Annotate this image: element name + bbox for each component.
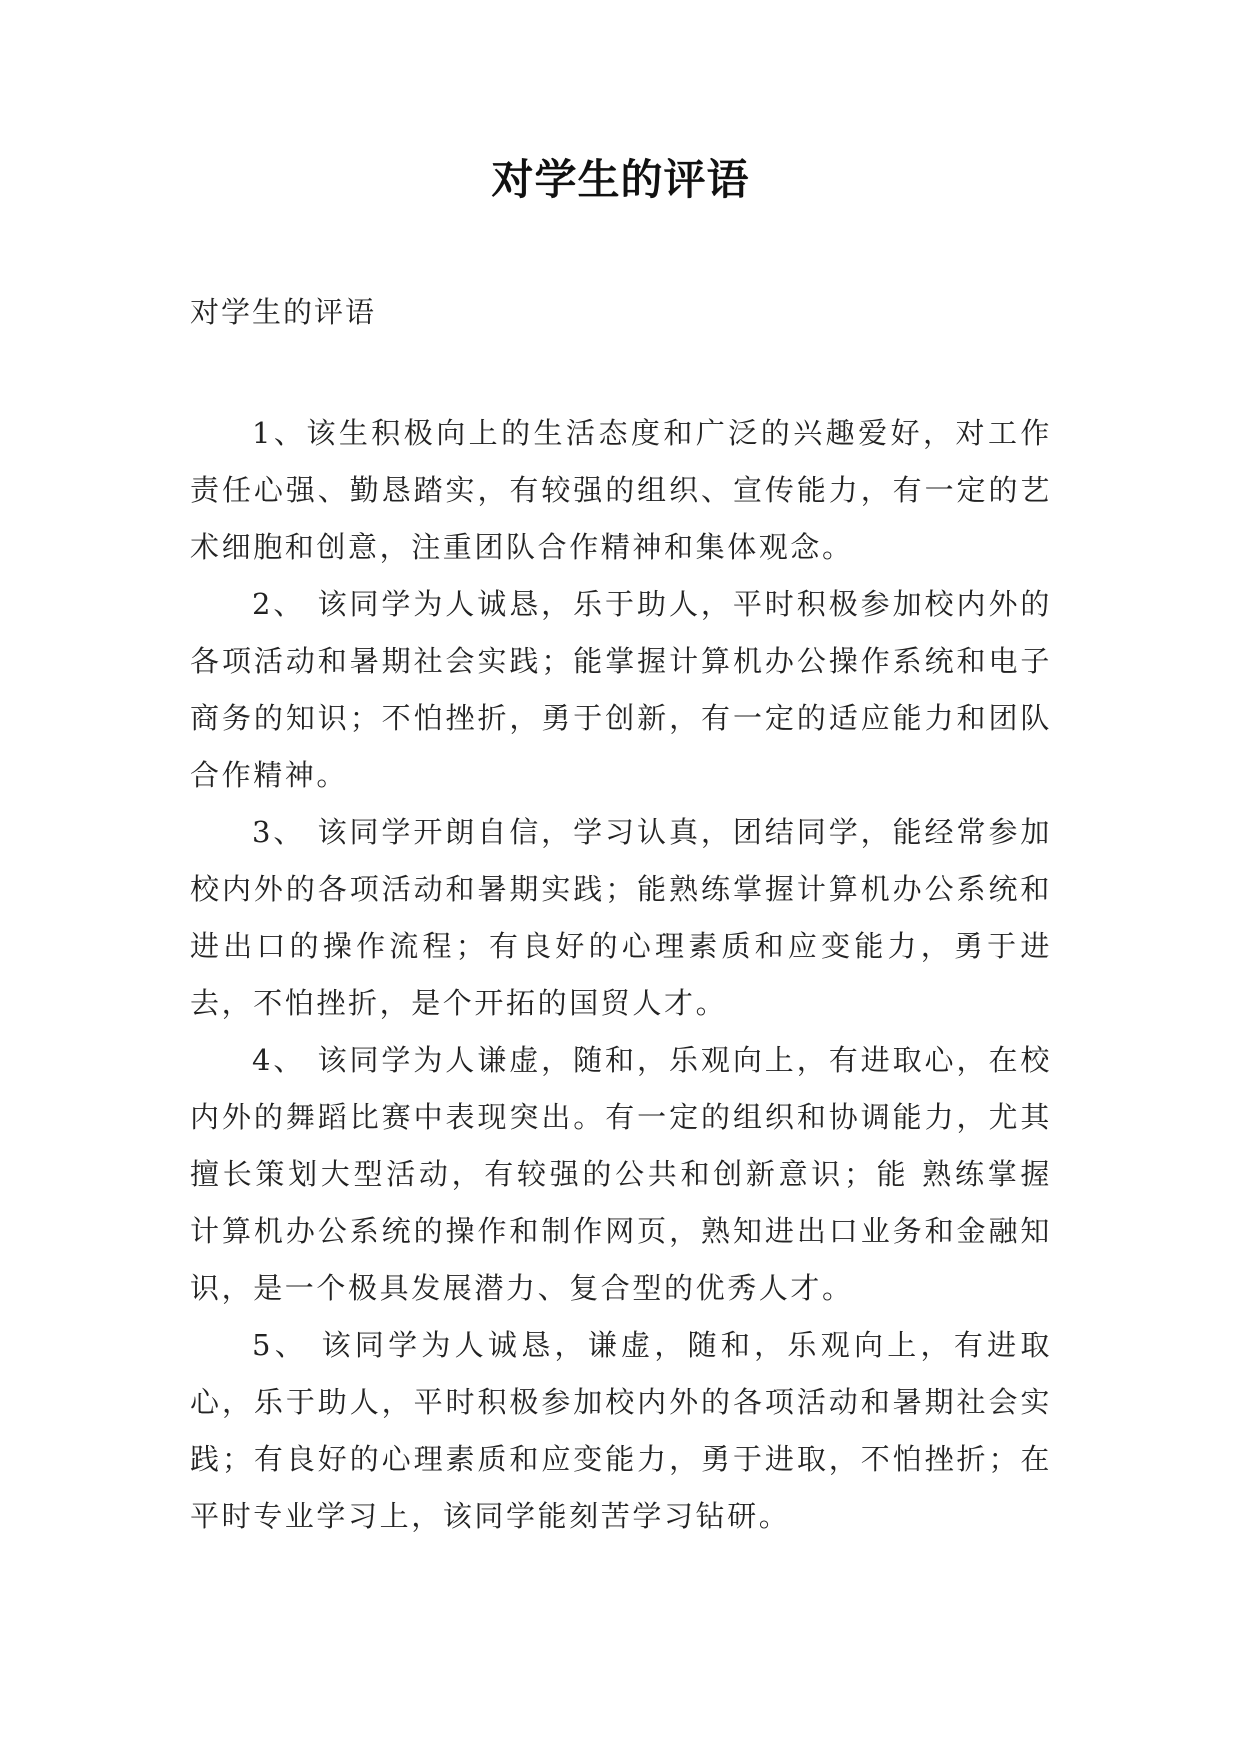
document-subtitle: 对学生的评语 <box>190 295 377 329</box>
comment-paragraph-5: 5、 该同学为人诚恳，谦虚，随和，乐观向上，有进取心，乐于助人，平时积极参加校内外的各项活动和暑期社会实践；有良好的心理素质和应变能力，勇于进取，不怕挫折；在平时专业学习上，该同学能刻苦学习钻研。 <box>190 1328 1052 1533</box>
comment-paragraph-4: 4、 该同学为人谦虚，随和，乐观向上，有进取心，在校内外的舞蹈比赛中表现突出。有一定的组织和协调能力，尤其擅长策划大型活动，有较强的公共和创新意识；能 熟练掌握计算机办公系统的操作和制作网页，熟知进出口业务和金融知识，是一个极具发展潜力、复合型的优秀人才。 <box>190 1043 1052 1305</box>
document-title: 对学生的评语 <box>491 155 750 204</box>
comment-paragraph-1: 1、该生积极向上的生活态度和广泛的兴趣爱好，对工作责任心强、勤恳踏实，有较强的组织、宣传能力，有一定的艺术细胞和创意，注重团队合作精神和集体观念。 <box>190 416 1052 564</box>
document-body <box>190 405 1052 1545</box>
comment-paragraph-3: 3、 该同学开朗自信，学习认真，团结同学，能经常参加校内外的各项活动和暑期实践；能熟练掌握计算机办公系统和进出口的操作流程；有良好的心理素质和应变能力，勇于进去，不怕挫折，是个开拓的国贸人才。 <box>190 815 1052 1020</box>
comment-paragraph-2: 2、 该同学为人诚恳，乐于助人，平时积极参加校内外的各项活动和暑期社会实践；能掌握计算机办公操作系统和电子商务的知识；不怕挫折，勇于创新，有一定的适应能力和团队合作精神。 <box>190 587 1052 792</box>
